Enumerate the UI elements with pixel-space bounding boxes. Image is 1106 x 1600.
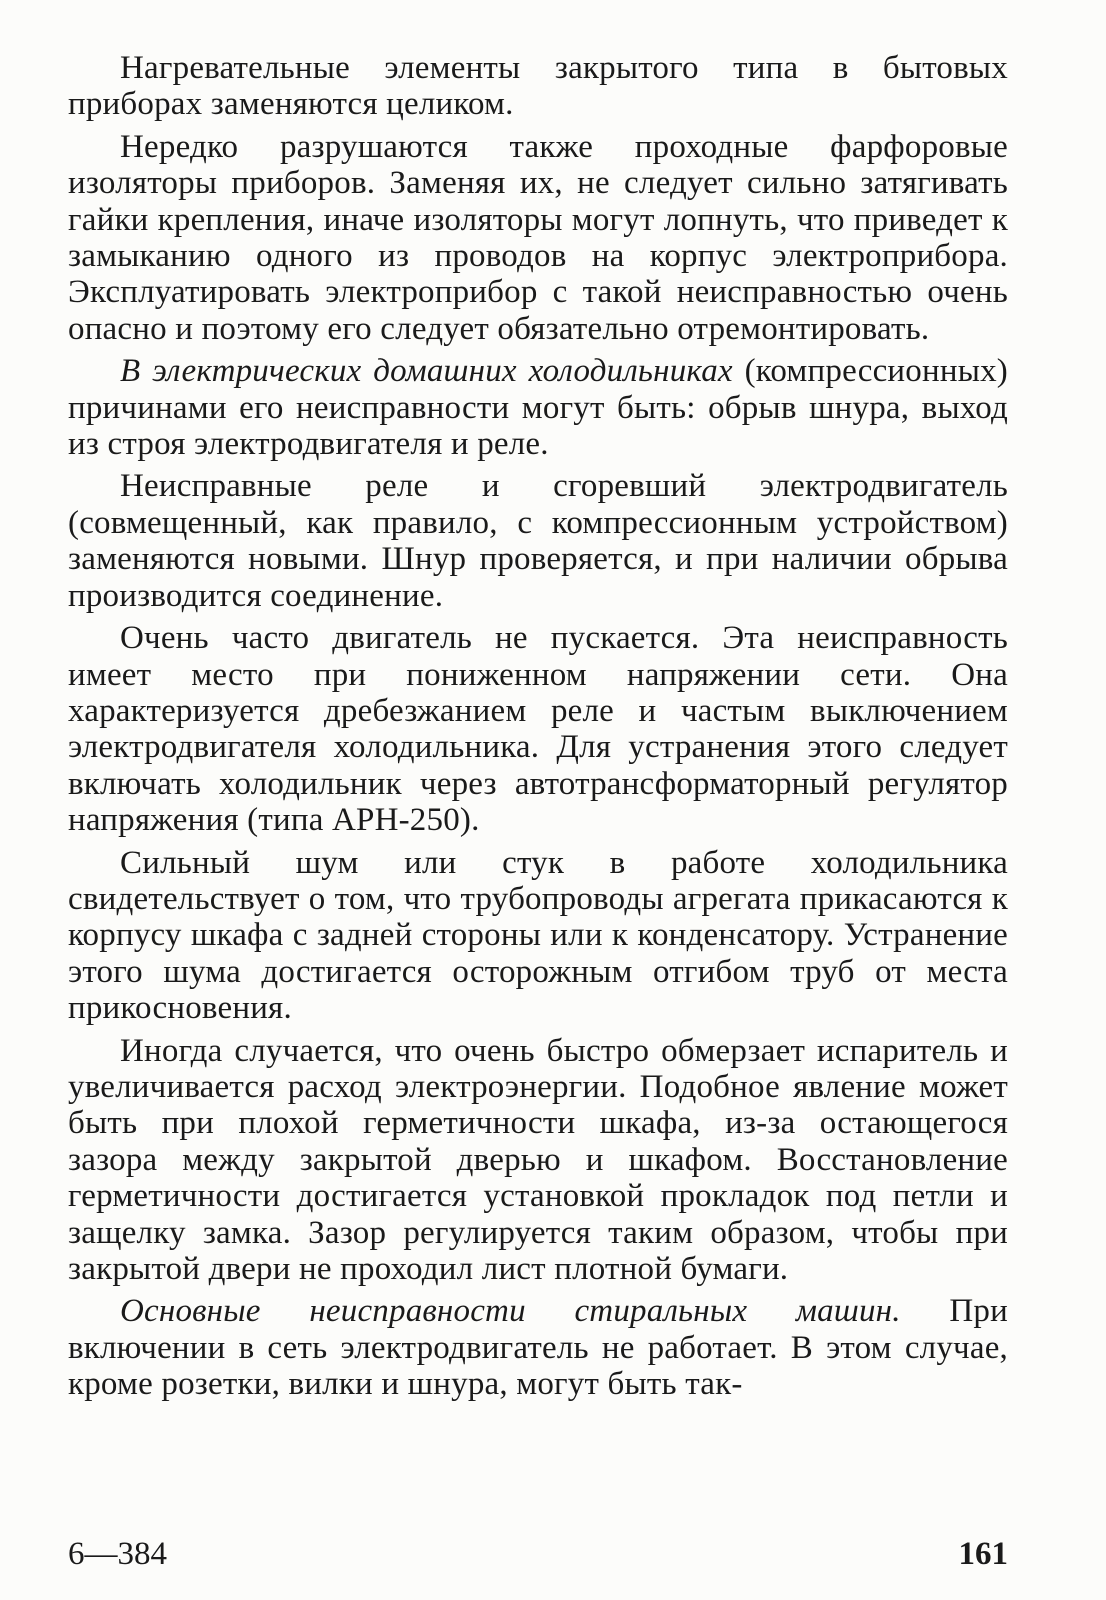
paragraph-motor-start xyxy=(68,620,1008,838)
body-text xyxy=(68,50,1008,1403)
paragraph-text: Нередко разрушаются также проходные фарфоровые изоляторы приборов. Заменяя их, не следует сильно затягивать гайки крепления, иначе изоляторы могут лопнуть, что приведет к замыканию одного из проводов на корпус электроприбора. Эксплуатировать электроприбор с такой неисправностью очень опасно и поэтому его следует обязательно отремонтировать. xyxy=(68,128,1008,347)
page-number: 161 xyxy=(958,1536,1008,1572)
paragraph-freezing xyxy=(68,1033,1008,1288)
italic-lead: Основные неисправности стиральных машин. xyxy=(120,1293,901,1330)
paragraph-text: При включении в сеть электродвигатель не работает. В этом случае, кроме розетки, вилки и шнура, могут быть так- xyxy=(68,1293,1008,1403)
paragraph-text: Нагревательные элементы закрытого типа в бытовых приборах заменяются целиком. xyxy=(68,50,1008,123)
paragraph-text: (компрессионных) причинами его неисправности могут быть: обрыв шнура, выход из строя электродвигателя и реле. xyxy=(68,353,1008,463)
paragraph-text: Сильный шум или стук в работе холодильника свидетельствует о том, что трубопроводы агрегата прикасаются к корпусу шкафа с задней стороны или к конденсатору. Устранение этого шума достигается осторожным отгибом труб от места прикосновения. xyxy=(68,844,1008,1027)
italic-lead: В электрических домашних холодильниках xyxy=(120,353,733,390)
paragraph-insulators xyxy=(68,129,1008,347)
paragraph-text: Иногда случается, что очень быстро обмерзает испаритель и увеличивается расход электроэнергии. Подобное явление может быть при плохой герметичности шкафа, из-за остающегося зазора между закрытой дверью и шкафом. Восстановление герметичности достигается установкой прокладок под петли и защелку замка. Зазор регулируется таким образом, чтобы при закрытой двери не проходил лист плотной бумаги. xyxy=(68,1032,1008,1287)
paragraph-heating-elements xyxy=(68,50,1008,123)
paragraph-text: Неисправные реле и сгоревший электродвигатель (совмещенный, как правило, с компрессионным устройством) заменяются новыми. Шнур проверяется, и при наличии обрыва производится соединение. xyxy=(68,468,1008,614)
signature-mark: 6—384 xyxy=(68,1536,167,1572)
paragraph-noise xyxy=(68,845,1008,1027)
page-footer xyxy=(68,1536,1008,1580)
paragraph-text: Очень часто двигатель не пускается. Эта неисправность имеет место при пониженном напряжении сети. Она характеризуется дребезжанием реле и частым выключением электродвигателя холодильника. Для устранения этого следует включать холодильник через автотрансформаторный регулятор напряжения (типа АРН-250). xyxy=(68,620,1008,839)
paragraph-refrigerators xyxy=(68,353,1008,462)
paragraph-washing-machines xyxy=(68,1293,1008,1402)
paragraph-relay-replacement xyxy=(68,468,1008,614)
